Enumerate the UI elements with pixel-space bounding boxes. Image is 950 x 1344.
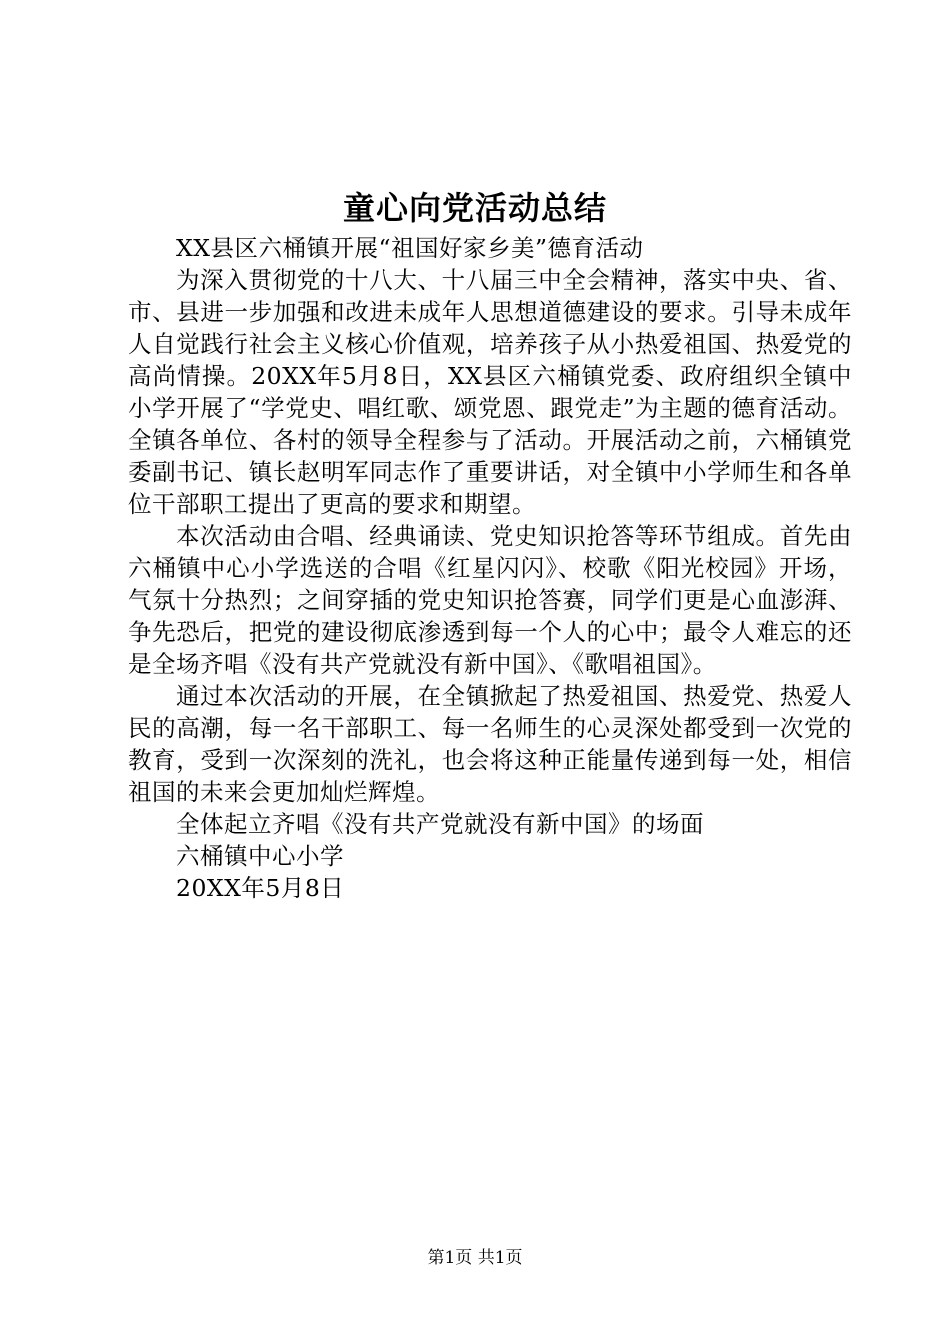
signature-organization: 六桶镇中心小学 xyxy=(176,842,344,870)
subtitle-paragraph: XX县区六桶镇开展“祖国好家乡美”德育活动 xyxy=(176,234,644,262)
page-number-footer: 第1页 共1页 xyxy=(427,1248,523,1268)
document-title: 童心向党活动总结 xyxy=(342,189,607,227)
body-paragraph-3: 通过本次活动的开展，在全镇掀起了热爱祖国、热爱党、热爱人民的高潮，每一名干部职工、每一名师生的心灵深处都受到一次党的教育，受到一次深刻的洗礼，也会将这种正能量传递到每一处，相信祖国的未来会更加灿烂辉煌。 xyxy=(128,682,852,806)
signature-date: 20XX年5月8日 xyxy=(176,874,345,902)
document-body xyxy=(128,232,852,904)
body-paragraph-1: 为深入贯彻党的十八大、十八届三中全会精神，落实中央、省、市、县进一步加强和改进未成年人思想道德建设的要求。引导未成年人自觉践行社会主义核心价值观，培养孩子从小热爱祖国、热爱党的高尚情操。20XX年5月8日，XX县区六桶镇党委、政府组织全镇中小学开展了“学党史、唱红歌、颂党恩、跟党走”为主题的德育活动。全镇各单位、各村的领导全程参与了活动。开展活动之前，六桶镇党委副书记、镇长赵明军同志作了重要讲话，对全镇中小学师生和各单位干部职工提出了更高的要求和期望。 xyxy=(128,266,852,518)
body-paragraph-2: 本次活动由合唱、经典诵读、党史知识抢答等环节组成。首先由六桶镇中心小学选送的合唱《红星闪闪》、校歌《阳光校园》开场，气氛十分热烈；之间穿插的党史知识抢答赛，同学们更是心血澎湃、争先恐后，把党的建设彻底渗透到每一个人的心中；最令人难忘的还是全场齐唱《没有共产党就没有新中国》、《歌唱祖国》。 xyxy=(128,522,852,678)
photo-caption: 全体起立齐唱《没有共产党就没有新中国》的场面 xyxy=(176,810,704,838)
